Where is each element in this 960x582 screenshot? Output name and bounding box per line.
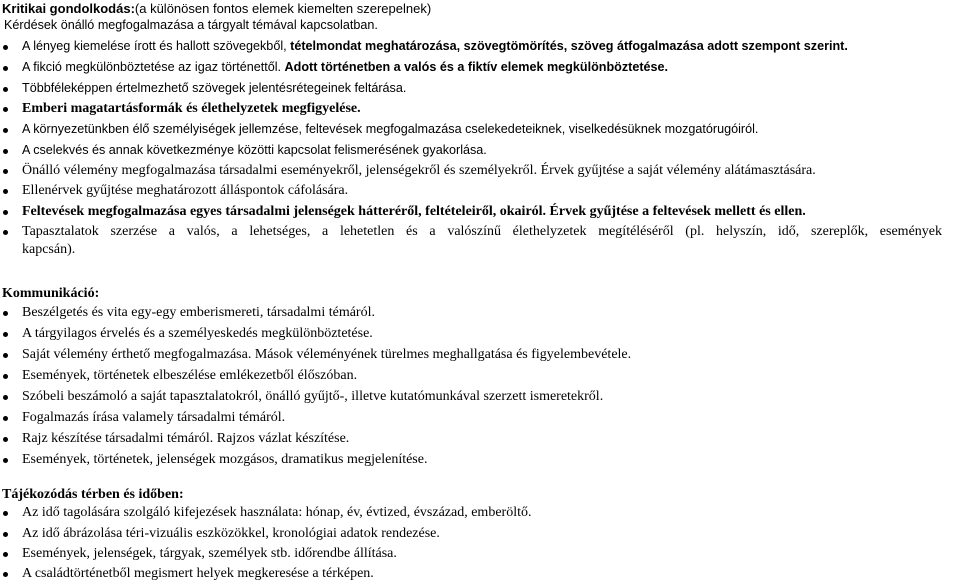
list-item: A családtörténetből megismert helyek megkeresése a térképen. [22,565,946,582]
list-item-continuation: kapcsán). [22,242,76,257]
section-subtitle: (a különösen fontos elemek kiemelten szerepelnek) [134,1,432,16]
bullet-icon [3,66,8,71]
bullet-icon [3,230,8,235]
list-item: A cselekvés és annak következménye közötti kapcsolat felismerésének gyakorlása. [22,142,946,159]
list-item: Fogalmazás írása valamely társadalmi témáról. [22,409,946,426]
bullet-icon [3,189,8,194]
list-item: Önálló vélemény megfogalmazása társadalmi eseményekről, jelenségekről és személyekről. Érvek gyűjtése a saját vélemény alátámasztására. [22,162,946,179]
bullet-icon [3,552,8,557]
bullet-icon [3,395,8,400]
list-item: Az idő ábrázolása téri-vizuális eszközökkel, kronológiai adatok rendezése. [22,525,946,542]
list-item: Emberi magatartásformák és élethelyzetek megfigyelése. [22,100,946,117]
list-item: Többféleképpen értelmezhető szövegek jelentésrétegeinek feltárása. [22,80,946,97]
list-item: A tárgyilagos érvelés és a személyeskedés megkülönböztetése. [22,325,946,342]
list-item: Ellenérvek gyűjtése meghatározott álláspontok cáfolására. [22,182,946,199]
section-title: Kritikai gondolkodás: [2,1,135,16]
list-item: A környezetünkben élő személyiségek jellemzése, feltevések megfogalmazása cselekedeteiknek, viselkedésüknek mozgatórugóiról. [22,121,946,138]
bullet-icon [3,169,8,174]
list-item: Tapasztalatok szerzése a valós, a lehetséges, a lehetetlen és a valószínű élethelyzetek megítéléséről (pl. helyszín, idő, szereplők, események [22,223,942,240]
list-item: Események, történetek elbeszélése emlékezetből élőszóban. [22,367,946,384]
bullet-icon [3,416,8,421]
bullet-icon [3,353,8,358]
bullet-icon [3,87,8,92]
section-title: Kommunikáció: [2,286,100,301]
list-item: Az idő tagolására szolgáló kifejezések használata: hónap, év, évtized, évszázad, emberöltő. [22,504,946,521]
bullet-icon [3,332,8,337]
list-item: A fikció megkülönböztetése az igaz történettől. Adott történetben a valós és a fiktív elemek megkülönböztetése. [22,59,946,76]
section-critical-thinking-heading [2,0,431,17]
list-item: Rajz készítése társadalmi témáról. Rajzos vázlat készítése. [22,430,946,447]
bullet-icon [3,374,8,379]
bullet-icon [3,532,8,537]
bullet-icon [3,107,8,112]
list-item: Kérdések önálló megfogalmazása a tárgyalt témával kapcsolatban. [4,18,378,32]
bullet-icon [3,458,8,463]
list-item: Események, történetek, jelenségek mozgásos, dramatikus megjelenítése. [22,451,946,468]
list-item: Események, jelenségek, tárgyak, személyek stb. időrendbe állítása. [22,545,946,562]
bullet-icon [3,572,8,577]
bullet-icon [3,437,8,442]
bullet-icon [3,45,8,50]
section-orientation-heading [2,486,184,503]
list-item: Beszélgetés és vita egy-egy emberismereti, társadalmi témáról. [22,304,946,321]
list-item: Saját vélemény érthető megfogalmazása. Mások véleményének türelmes meghallgatása és figyelembevétele. [22,346,946,363]
bullet-icon [3,511,8,516]
section-title: Tájékozódás térben és időben: [2,487,184,502]
bullet-icon [3,149,8,154]
bullet-icon [3,311,8,316]
list-item: A lényeg kiemelése írott és hallott szövegekből, tételmondat meghatározása, szövegtömörítés, szöveg átfogalmazása adott szempont szerint. [22,38,946,55]
bullet-icon [3,128,8,133]
bullet-icon [3,210,8,215]
list-item: Szóbeli beszámoló a saját tapasztalatokról, önálló gyűjtő-, illetve kutatómunkával szerzett ismeretekről. [22,388,946,405]
list-item: Feltevések megfogalmazása egyes társadalmi jelenségek hátteréről, feltételeiről, okairól. Érvek gyűjtése a feltevések mellett és ellen. [22,203,946,220]
section-communication-heading [2,285,99,302]
